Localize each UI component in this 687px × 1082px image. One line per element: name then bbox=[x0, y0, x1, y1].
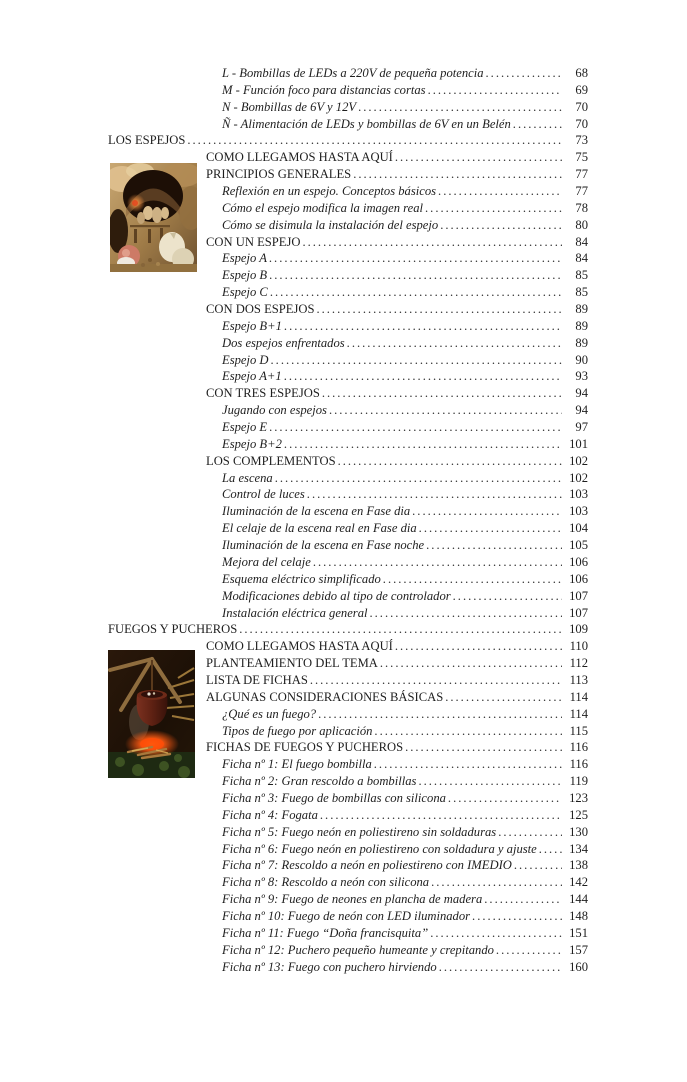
toc-entry-page: 89 bbox=[575, 318, 588, 333]
dot-leader bbox=[380, 655, 562, 672]
dot-leader bbox=[453, 588, 562, 605]
toc-entry bbox=[108, 65, 588, 82]
toc-entry bbox=[108, 807, 588, 824]
toc-entry-label: Iluminación de la escena en Fase dia bbox=[222, 504, 411, 519]
toc-entry bbox=[108, 116, 588, 133]
toc-entry-page: 78 bbox=[575, 200, 588, 215]
toc-entry bbox=[108, 790, 588, 807]
toc-entry bbox=[108, 503, 588, 520]
toc-entry-label: Ficha nº 8: Rescoldo a neón con silicona bbox=[222, 875, 430, 890]
toc-entry bbox=[108, 655, 588, 672]
toc-entry-page: 142 bbox=[569, 875, 588, 890]
toc-entry bbox=[108, 554, 588, 571]
dot-leader bbox=[271, 352, 562, 369]
toc-entry bbox=[108, 402, 588, 419]
toc-entry-page: 109 bbox=[569, 622, 588, 637]
toc-entry-page: 107 bbox=[569, 605, 588, 620]
toc-entry-label: Jugando con espejos bbox=[222, 403, 327, 418]
toc-entry bbox=[108, 132, 588, 149]
toc-entry-page: 106 bbox=[569, 554, 588, 569]
toc-entry-page: 105 bbox=[569, 538, 588, 553]
toc-entry bbox=[108, 857, 588, 874]
toc-entry bbox=[108, 605, 588, 622]
toc-entry bbox=[108, 588, 588, 605]
toc-entry-page: 130 bbox=[569, 824, 588, 839]
toc-entry-label: Ficha nº 2: Gran rescoldo a bombillas bbox=[222, 774, 417, 789]
toc-entry-page: 101 bbox=[569, 436, 588, 451]
dot-leader bbox=[284, 318, 562, 335]
dot-leader bbox=[239, 621, 562, 638]
toc-entry-label: El celaje de la escena real en Fase dia bbox=[222, 521, 417, 536]
toc-entry-page: 157 bbox=[569, 942, 588, 957]
toc-entry-page: 77 bbox=[575, 184, 588, 199]
toc-entry bbox=[108, 773, 588, 790]
toc-entry bbox=[108, 250, 588, 267]
toc-entry-page: 119 bbox=[569, 774, 588, 789]
dot-leader bbox=[320, 807, 562, 824]
toc-entry-label: PRINCIPIOS GENERALES bbox=[206, 167, 352, 182]
toc-entry-page: 68 bbox=[575, 66, 588, 80]
dot-leader bbox=[316, 301, 562, 318]
toc-entry bbox=[108, 335, 588, 352]
toc-entry-page: 144 bbox=[569, 892, 588, 907]
toc-entry-page: 110 bbox=[569, 639, 588, 654]
toc-entry bbox=[108, 149, 588, 166]
toc-entry-label: FUEGOS Y PUCHEROS bbox=[108, 622, 238, 637]
dot-leader bbox=[425, 200, 562, 217]
toc-entry-page: 94 bbox=[575, 403, 588, 418]
dot-leader bbox=[329, 402, 562, 419]
toc-entry bbox=[108, 739, 588, 756]
toc-entry bbox=[108, 453, 588, 470]
toc-entry bbox=[108, 824, 588, 841]
toc-entry-page: 84 bbox=[575, 251, 588, 266]
toc-entry-label: Modificaciones debido al tipo de controlador bbox=[222, 588, 451, 603]
toc-entry-page: 115 bbox=[569, 723, 588, 738]
dot-leader bbox=[514, 857, 562, 874]
toc-entry bbox=[108, 672, 588, 689]
dot-leader bbox=[374, 756, 562, 773]
toc-entry bbox=[108, 925, 588, 942]
dot-leader bbox=[513, 116, 562, 133]
toc-entry-label: FICHAS DE FUEGOS Y PUCHEROS bbox=[206, 740, 404, 755]
toc-entry-label: Ficha nº 13: Fuego con puchero hirviendo bbox=[222, 959, 437, 974]
dot-leader bbox=[353, 166, 562, 183]
dot-leader bbox=[313, 554, 562, 571]
dot-leader bbox=[270, 284, 562, 301]
toc-entry-label: Cómo se disimula la instalación del espejo bbox=[222, 217, 439, 232]
toc-entry-label: Instalación eléctrica general bbox=[222, 605, 368, 620]
toc-entry-page: 77 bbox=[575, 167, 588, 182]
toc-entry-label: Iluminación de la escena en Fase noche bbox=[222, 538, 425, 553]
toc-entry-label: Espejo B+1 bbox=[222, 318, 282, 333]
dot-leader bbox=[322, 385, 562, 402]
toc-entry-page: 70 bbox=[575, 99, 588, 114]
toc-entry-page: 151 bbox=[569, 925, 588, 940]
toc-entry-label: Ficha nº 7: Rescoldo a neón en poliestireno con IMEDIO bbox=[222, 858, 512, 873]
toc-entry bbox=[108, 99, 588, 116]
toc-entry-label: Espejo D bbox=[222, 352, 269, 367]
toc-entry-page: 160 bbox=[569, 959, 588, 974]
toc-entry bbox=[108, 436, 588, 453]
toc-entry-page: 70 bbox=[575, 116, 588, 131]
toc-entry-page: 116 bbox=[569, 757, 588, 772]
toc-entry-label: ¿Qué es un fuego? bbox=[222, 706, 317, 721]
toc-entry-label: N - Bombillas de 6V y 12V bbox=[222, 99, 357, 114]
toc-entry-label: Ñ - Alimentación de LEDs y bombillas de 6V en un Belén bbox=[222, 116, 511, 131]
toc-entry-label: LOS COMPLEMENTOS bbox=[206, 453, 336, 468]
dot-leader bbox=[412, 503, 562, 520]
dot-leader bbox=[284, 368, 562, 385]
toc-entry bbox=[108, 318, 588, 335]
toc-entry-page: 138 bbox=[569, 858, 588, 873]
dot-leader bbox=[347, 335, 562, 352]
toc-entry bbox=[108, 689, 588, 706]
toc-entry-label: Ficha nº 1: El fuego bombilla bbox=[222, 757, 372, 772]
toc-entry-label: Ficha nº 4: Fogata bbox=[222, 807, 318, 822]
dot-leader bbox=[370, 605, 563, 622]
toc-entry-label: Ficha nº 3: Fuego de bombillas con silicona bbox=[222, 790, 446, 805]
toc-entry-page: 104 bbox=[569, 521, 588, 536]
toc-entry bbox=[108, 571, 588, 588]
toc-entry bbox=[108, 486, 588, 503]
toc-entry-page: 102 bbox=[569, 470, 588, 485]
toc-entry-page: 114 bbox=[569, 689, 588, 704]
toc-entry-label: Ficha nº 9: Fuego de neones en plancha de madera bbox=[222, 892, 483, 907]
toc-entry-label: PLANTEAMIENTO DEL TEMA bbox=[206, 656, 378, 671]
toc-entry-label: CON DOS ESPEJOS bbox=[206, 302, 315, 317]
toc-entry-page: 112 bbox=[569, 656, 588, 671]
dot-leader bbox=[275, 470, 562, 487]
toc-entry-label: Tipos de fuego por aplicación bbox=[222, 723, 373, 738]
toc-entry-label: Ficha nº 11: Fuego “Doña francisquita” bbox=[222, 925, 429, 940]
dot-leader bbox=[428, 82, 562, 99]
toc-entry-page: 125 bbox=[569, 807, 588, 822]
dot-leader bbox=[284, 436, 562, 453]
toc-entry-label: Ficha nº 6: Fuego neón en poliestireno con soldadura y ajuste bbox=[222, 841, 537, 856]
toc-entry-label: Control de luces bbox=[222, 487, 305, 502]
dot-leader bbox=[486, 65, 562, 82]
toc-entry-page: 116 bbox=[569, 740, 588, 755]
toc-entry-page: 103 bbox=[569, 487, 588, 502]
toc-entry bbox=[108, 470, 588, 487]
dot-leader bbox=[318, 706, 562, 723]
toc-entry-label: COMO LLEGAMOS HASTA AQUÍ bbox=[206, 639, 393, 654]
toc-entry bbox=[108, 82, 588, 99]
toc-entry bbox=[108, 166, 588, 183]
toc-entry bbox=[108, 706, 588, 723]
toc-entry-page: 89 bbox=[575, 335, 588, 350]
toc-entry bbox=[108, 284, 588, 301]
toc-entry bbox=[108, 942, 588, 959]
toc-entry-label: Espejo E bbox=[222, 420, 268, 435]
toc-entry bbox=[108, 756, 588, 773]
toc-entry-label: Espejo A bbox=[222, 251, 267, 266]
toc-entry-page: 148 bbox=[569, 908, 588, 923]
toc-entry-page: 69 bbox=[575, 82, 588, 97]
toc-entry-page: 134 bbox=[569, 841, 588, 856]
dot-leader bbox=[419, 520, 562, 537]
dot-leader bbox=[484, 891, 562, 908]
dot-leader bbox=[431, 874, 562, 891]
toc-entry-page: 93 bbox=[575, 369, 588, 384]
toc-entry-label: Espejo B+2 bbox=[222, 436, 282, 451]
toc-entry bbox=[108, 234, 588, 251]
toc-entry-page: 75 bbox=[575, 150, 588, 165]
toc-entry-page: 123 bbox=[569, 790, 588, 805]
dot-leader bbox=[405, 739, 562, 756]
toc-entry-page: 84 bbox=[575, 234, 588, 249]
dot-leader bbox=[448, 790, 562, 807]
dot-leader bbox=[338, 453, 562, 470]
dot-leader bbox=[539, 841, 562, 858]
toc-entry-page: 114 bbox=[569, 706, 588, 721]
toc-entry-label: La escena bbox=[222, 470, 273, 485]
toc-entry bbox=[108, 385, 588, 402]
toc-entry-label: Mejora del celaje bbox=[222, 554, 311, 569]
toc-entry-page: 89 bbox=[575, 302, 588, 317]
toc-entry-label: Cómo el espejo modifica la imagen real bbox=[222, 200, 424, 215]
toc-entry-page: 73 bbox=[575, 133, 588, 148]
toc-entry-page: 113 bbox=[569, 672, 588, 687]
dot-leader bbox=[269, 250, 562, 267]
toc-entry-page: 85 bbox=[575, 268, 588, 283]
dot-leader bbox=[445, 689, 562, 706]
toc-entry-label: M - Función foco para distancias cortas bbox=[222, 82, 426, 97]
toc-entry bbox=[108, 301, 588, 318]
toc-entry bbox=[108, 723, 588, 740]
dot-leader bbox=[187, 132, 562, 149]
toc-entry-page: 103 bbox=[569, 504, 588, 519]
toc-entry-label: Ficha nº 12: Puchero pequeño humeante y crepitando bbox=[222, 942, 494, 957]
toc-entry bbox=[108, 908, 588, 925]
toc-entry-page: 94 bbox=[575, 386, 588, 401]
toc-entry-label: CON UN ESPEJO bbox=[206, 234, 301, 249]
toc-entry bbox=[108, 841, 588, 858]
dot-leader bbox=[269, 267, 562, 284]
toc-entry-label: Espejo C bbox=[222, 285, 268, 300]
toc-entry-label: L - Bombillas de LEDs a 220V de pequeña potencia bbox=[222, 66, 484, 80]
dot-leader bbox=[438, 183, 562, 200]
toc-entry-label: LISTA DE FICHAS bbox=[206, 672, 308, 687]
toc-entry bbox=[108, 267, 588, 284]
toc-entry-label: Espejo B bbox=[222, 268, 268, 283]
toc-entry bbox=[108, 217, 588, 234]
toc-entry-label: Dos espejos enfrentados bbox=[222, 335, 345, 350]
toc-entry-label: ALGUNAS CONSIDERACIONES BÁSICAS bbox=[206, 689, 444, 704]
dot-leader bbox=[426, 537, 562, 554]
toc-entry-page: 106 bbox=[569, 571, 588, 586]
toc-entry-label: Reflexión en un espejo. Conceptos básicos bbox=[222, 184, 437, 199]
dot-leader bbox=[374, 723, 562, 740]
toc-entry-page: 80 bbox=[575, 217, 588, 232]
dot-leader bbox=[310, 672, 562, 689]
toc-entry bbox=[108, 419, 588, 436]
dot-leader bbox=[439, 959, 562, 976]
toc-entry bbox=[108, 959, 588, 976]
dot-leader bbox=[496, 942, 562, 959]
toc-entry bbox=[108, 520, 588, 537]
dot-leader bbox=[269, 419, 562, 436]
toc-entry-page: 107 bbox=[569, 588, 588, 603]
toc-entry bbox=[108, 368, 588, 385]
toc-entry bbox=[108, 537, 588, 554]
dot-leader bbox=[418, 773, 562, 790]
toc-entry-page: 102 bbox=[569, 453, 588, 468]
dot-leader bbox=[472, 908, 562, 925]
toc-entry-label: Ficha nº 10: Fuego de neón con LED iluminador bbox=[222, 908, 471, 923]
dot-leader bbox=[430, 925, 562, 942]
dot-leader bbox=[498, 824, 562, 841]
table-of-contents bbox=[108, 65, 588, 975]
dot-leader bbox=[307, 486, 562, 503]
dot-leader bbox=[358, 99, 562, 116]
toc-entry bbox=[108, 200, 588, 217]
dot-leader bbox=[383, 571, 562, 588]
toc-entry bbox=[108, 621, 588, 638]
toc-entry bbox=[108, 352, 588, 369]
toc-entry bbox=[108, 891, 588, 908]
dot-leader bbox=[302, 234, 562, 251]
toc-entry-page: 97 bbox=[575, 420, 588, 435]
dot-leader bbox=[440, 217, 562, 234]
toc-entry-page: 85 bbox=[575, 285, 588, 300]
dot-leader bbox=[395, 149, 562, 166]
toc-entry-label: Ficha nº 5: Fuego neón en poliestireno sin soldaduras bbox=[222, 824, 497, 839]
toc-entry bbox=[108, 874, 588, 891]
toc-entry-label: CON TRES ESPEJOS bbox=[206, 386, 320, 401]
toc-entry-label: LOS ESPEJOS bbox=[108, 133, 186, 148]
dot-leader bbox=[395, 638, 562, 655]
toc-entry-label: COMO LLEGAMOS HASTA AQUÍ bbox=[206, 150, 393, 165]
toc-entry-page: 90 bbox=[575, 352, 588, 367]
toc-entry-label: Espejo A+1 bbox=[222, 369, 282, 384]
toc-entry bbox=[108, 638, 588, 655]
toc-entry bbox=[108, 183, 588, 200]
toc-entry-label: Esquema eléctrico simplificado bbox=[222, 571, 381, 586]
